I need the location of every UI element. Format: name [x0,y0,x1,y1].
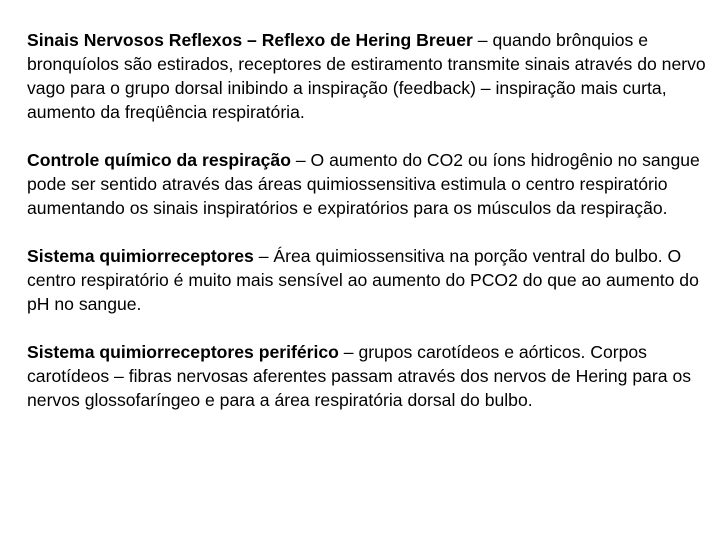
paragraph-hering-breuer-reflex [27,28,707,124]
term-separator: – [290,150,311,170]
paragraph-peripheral-chemoreceptors [27,340,707,412]
paragraph-text: Área quimiossensitiva na porção ventral do bulbo. O centro respiratório é muito mais sensível ao aumento do PCO2 do que ao aumento do pH no sangue. [27,246,699,314]
paragraph-term: Sinais Nervosos Reflexos – Reflexo de Hering Breuer [27,30,473,50]
term-separator: – [338,342,359,362]
paragraph-term: Sistema quimiorreceptores periférico [27,342,339,362]
slide-body [27,28,707,412]
paragraph-text: quando brônquios e bronquíolos são estirados, receptores de estiramento transmite sinais através do nervo vago para o grupo dorsal inibindo a inspiração (feedback) – inspiração mais curta, aumento da freqüência respiratória. [27,30,706,122]
paragraph-text: O aumento do CO2 ou íons hidrogênio no sangue pode ser sentido através das áreas quimiossensitiva estimula o centro respiratório aumentando os sinais inspiratórios e expiratórios para os músculos da respiração. [27,150,700,218]
paragraph-chemoreceptor-system [27,244,707,316]
paragraph-chemical-control [27,148,707,220]
paragraph-term: Controle químico da respiração [27,150,291,170]
term-separator: – [253,246,274,266]
paragraph-term: Sistema quimiorreceptores [27,246,254,266]
paragraph-text: grupos carotídeos e aórticos. Corpos carotídeos – fibras nervosas aferentes passam através dos nervos de Hering para os nervos glossofaríngeo e para a área respiratória dorsal do bulbo. [27,342,692,410]
term-separator: – [472,30,493,50]
